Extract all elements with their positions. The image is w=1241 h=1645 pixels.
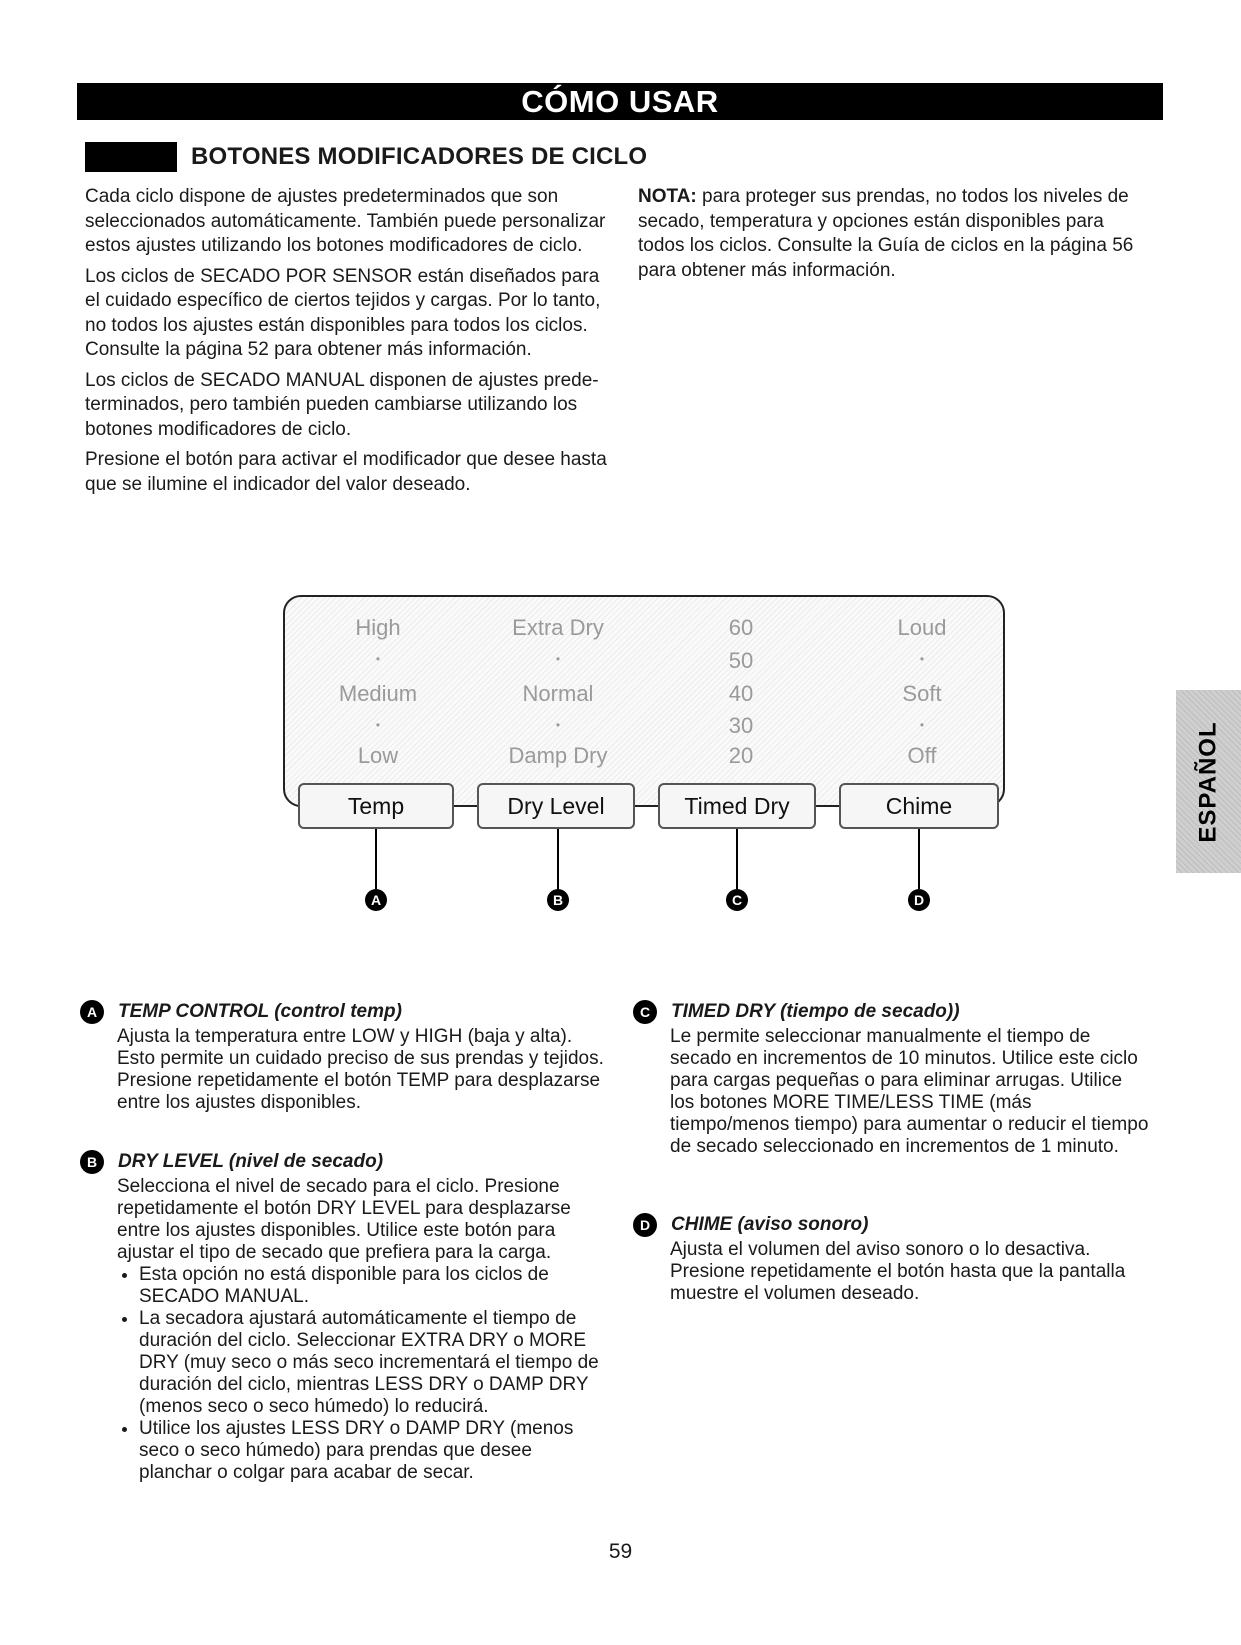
desc-title-c: TIMED DRY (tiempo de secado)) <box>671 1001 960 1022</box>
list-item: • La secadora ajustará automáticamente el tiempo de duración del ciclo. Seleccionar EXTRA DRY o MORE DRY (muy seco o más seco incrementará el tiempo de duración del ciclo, mientras LESS DRY o DAMP DRY (menos seco o seco húmedo) lo reducirá. <box>139 1308 607 1418</box>
note-text: para proteger sus prendas, no todos los niveles de secado, temperatura y opciones están disponibles para todos los ciclos. Consulte la Guía de ciclos en la página 56 para obtener más información. <box>638 186 1134 281</box>
chime-button[interactable]: Chime <box>839 783 999 829</box>
dry-level-extra-dry: Extra Dry <box>512 615 604 640</box>
temp-dot: • <box>375 718 381 732</box>
list-item: • Esta opción no está disponible para los ciclos de SECADO MANUAL. <box>139 1264 607 1308</box>
dry-level-normal: Normal <box>522 681 594 706</box>
desc-text-c: Le permite seleccionar manualmente el tiempo de secado en incrementos de 10 minutos. Utilice este ciclo para cargas pequeñas o para eliminar arrugas. Utilice los botones MORE TIME/LESS TIME (más tiempo/menos tiempo) para aumentar o reducir el tiempo de secado seleccionado en incrementos de 1 minuto. <box>670 1026 1149 1157</box>
page-number: 59 <box>608 1540 633 1563</box>
intro-left-column <box>85 185 615 503</box>
temp-level-medium: Medium <box>338 681 418 706</box>
callout-line-a <box>375 829 377 889</box>
desc-title-a: TEMP CONTROL (control temp) <box>118 1001 402 1022</box>
intro-paragraph-2: Los ciclos de SECADO POR SENSOR están diseñados para el cuidado específico de ciertos tejidos y cargas. Por lo tanto, no todos los ajustes están disponibles para todos los ciclos. Consulte la página 52 para obtener más información. <box>85 265 601 360</box>
callout-line-b <box>557 829 559 889</box>
chime-dot: • <box>919 652 925 666</box>
chime-dot: • <box>919 718 925 732</box>
intro-right-column <box>638 185 1148 283</box>
dry-level-damp-dry: Damp Dry <box>508 743 608 768</box>
desc-marker-d: D <box>633 1213 657 1237</box>
section-title: BOTONES MODIFICADORES DE CICLO <box>191 143 648 170</box>
timed-dry-50: 50 <box>728 648 754 673</box>
callout-line-c <box>736 829 738 889</box>
callout-marker-b: B <box>547 889 569 911</box>
desc-marker-a: A <box>80 1000 104 1024</box>
temp-level-low: Low <box>357 743 399 768</box>
desc-text-b: Selecciona el nivel de secado para el ciclo. Presione repetidamente el botón DRY LEVEL para desplazarse entre los ajustes disponibles. Utilice este botón para ajustar el tipo de secado que prefiera para la carga. <box>117 1176 571 1263</box>
temp-button[interactable]: Temp <box>298 783 454 829</box>
desc-title-d: CHIME (aviso sonoro) <box>671 1214 869 1235</box>
timed-dry-40: 40 <box>728 681 754 706</box>
desc-text-d: Ajusta el volumen del aviso sonoro o lo desactiva. Presione repetidamente el botón hasta que la pantalla muestre el volumen deseado. <box>670 1239 1126 1304</box>
list-item: • Utilice los ajustes LESS DRY o DAMP DRY (menos seco o seco húmedo) para prendas que desee planchar o colgar para acabar de secar. <box>139 1418 607 1484</box>
desc-b-bullets <box>117 1264 607 1484</box>
note-label: NOTA: <box>638 186 697 207</box>
note-paragraph <box>638 185 1148 283</box>
callout-marker-a: A <box>365 889 387 911</box>
intro-paragraph-3: Los ciclos de SECADO MANUAL disponen de ajustes prede- terminados, pero también pueden cambiarse utilizando los botones modificadores de ciclo. <box>85 369 599 440</box>
desc-temp-control <box>86 1000 607 1114</box>
desc-timed-dry <box>639 1000 1150 1158</box>
timed-dry-60: 60 <box>728 615 754 640</box>
desc-chime <box>639 1213 1150 1305</box>
dry-level-dot: • <box>555 718 561 732</box>
desc-marker-b: B <box>80 1150 104 1174</box>
desc-title-b: DRY LEVEL (nivel de secado) <box>118 1151 384 1172</box>
control-panel <box>283 595 1005 807</box>
page-header: CÓMO USAR <box>77 83 1163 120</box>
callout-marker-c: C <box>726 889 748 911</box>
section-heading <box>85 142 647 172</box>
intro-paragraph-4: Presione el botón para activar el modificador que desee hasta que se ilumine el indicador del valor deseado. <box>85 449 607 495</box>
chime-soft: Soft <box>902 681 942 706</box>
section-marker-block <box>85 142 177 172</box>
timed-dry-button[interactable]: Timed Dry <box>658 783 816 829</box>
callout-marker-d: D <box>908 889 930 911</box>
temp-level-high: High <box>355 615 401 640</box>
intro-paragraph-1: Cada ciclo dispone de ajustes predeterminados que son seleccionados automáticamente. También puede personalizar estos ajustes utilizando los botones modificadores de ciclo. <box>85 186 606 256</box>
callout-line-d <box>918 829 920 889</box>
temp-dot: • <box>375 652 381 666</box>
desc-text-a: Ajusta la temperatura entre LOW y HIGH (baja y alta). Esto permite un cuidado preciso de sus prendas y tejidos. Presione repetidamente el botón TEMP para desplazarse entre los ajustes disponibles. <box>117 1026 604 1113</box>
language-side-tab <box>1176 690 1241 873</box>
chime-loud: Loud <box>897 615 947 640</box>
language-label: ESPAÑOL <box>1194 720 1222 843</box>
dry-level-button[interactable]: Dry Level <box>477 783 635 829</box>
chime-off: Off <box>907 743 937 768</box>
timed-dry-20: 20 <box>728 743 754 768</box>
timed-dry-30: 30 <box>728 713 754 738</box>
desc-dry-level <box>86 1150 607 1484</box>
dry-level-dot: • <box>555 652 561 666</box>
desc-marker-c: C <box>633 1000 657 1024</box>
